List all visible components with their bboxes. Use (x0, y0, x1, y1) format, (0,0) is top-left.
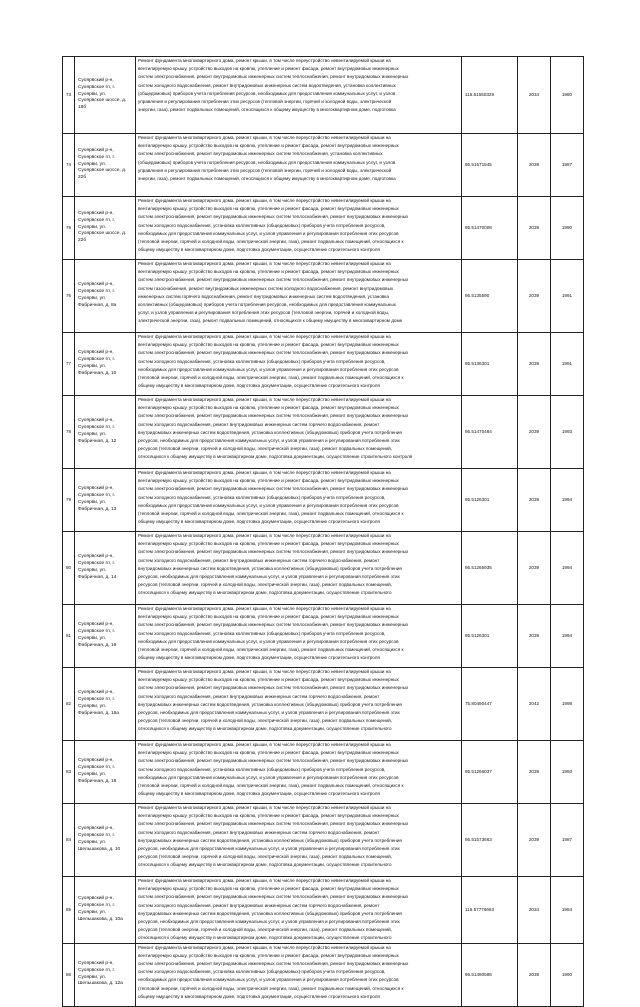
build-year-cell: 1994 (551, 532, 584, 605)
address-cell: Суоярвский р-н, Суоярвское гп, г. Суоярви, ул. Фабричная, д. 8а (75, 260, 136, 333)
work-description-line: Ремонт фундамента многоквартирного дома, ремонт крыши, в том числе переустройство невентилируемой крыши на (138, 878, 391, 883)
work-description-line: необходимых для предоставления коммунальных услуг, и узлов управления и регулирования потребления этих ресурсов (138, 230, 399, 236)
work-description-line: вентилируемую крышу, устройство выходов на кровлю, утепление и ремонт фасада, ремонт внутридомовых инженерных (138, 478, 399, 484)
work-description-line: систем электроснабжения, ремонт внутридомовых инженерных систем теплоснабжения, ремонт внутридомовых инженерных (138, 74, 409, 80)
planned-year-cell: 2039 (518, 333, 551, 396)
address-cell: Суоярвский р-н, Суоярвское гп, г. Суоярви, ул. Суоярвское шоссе, д. 18б (75, 57, 136, 134)
work-description-line: необходимых для предоставления коммунальных услуг, и узлов управления и регулирования потребления этих ресурсов (138, 977, 399, 983)
work-description-line: Ремонт фундамента многоквартирного дома, ремонт крыши, в том числе переустройство невентилируемой крыши на (138, 334, 391, 339)
work-description-line: ресурсов (тепловой энергии, горячей и холодной воды, электрической энергии, газа), ремонт подвальных помещений, (138, 718, 392, 724)
work-description-line: Ремонт фундамента многоквартирного дома, ремонт крыши, в том числе переустройство невентилируемой крыши на (138, 669, 391, 674)
work-description-line: Ремонт фундамента многоквартирного дома, ремонт крыши, в том числе переустройство невентилируемой крыши на (138, 533, 391, 538)
work-description-line: внутридомовых инженерных систем водоотведения, установка коллективных (общедомовых) приборов учета потребления (138, 837, 402, 843)
work-description-line: (общедомовых) приборов учета потребления ресурсов, необходимых для предоставления коммунальных услуг, и узлов (138, 90, 396, 96)
work-description-line: необходимых для предоставления коммунальных услуг, и узлов управления и регулирования потребления этих ресурсов (138, 502, 399, 508)
table-row (63, 668, 584, 741)
row-number: 79 (63, 469, 75, 532)
cost-code-cell: 95.5136301 (462, 333, 518, 396)
work-description-line: (общедомовых) приборов учета потребления ресурсов, необходимых для предоставления коммунальных услуг, и узлов (138, 159, 396, 165)
table-row (63, 741, 584, 804)
address-cell: Суоярвский р-н, Суоярвское гп, г. Суоярви, ул. Фабричная, д. 13 (75, 469, 136, 532)
work-description-cell (136, 804, 462, 877)
row-number: 76 (63, 260, 75, 333)
row-number: 75 (63, 197, 75, 260)
work-description-line: электрической энергии, газа), ремонт подвальных помещений, относящихся к общему имуществу в многоквартирном доме (138, 318, 403, 324)
work-description-line: относящихся к общему имуществу в многоквартирном доме, подготовка документации, осуществление строительного (138, 590, 392, 596)
work-description-line: вентилируемую крышу, устройство выходов на кровлю, утепление и ремонт фасада, ремонт внутридомовых инженерных (138, 269, 399, 275)
work-description-line: Ремонт фундамента многоквартирного дома, ремонт крыши, в том числе переустройство невентилируемой крыши на (138, 805, 391, 810)
work-description-line: Ремонт фундамента многоквартирного дома, ремонт крыши, в том числе переустройство невентилируемой крыши на (138, 944, 391, 950)
cost-code-cell: 95.51265935 (462, 532, 518, 605)
work-description-line: Ремонт фундамента многоквартирного дома, ремонт крыши, в том числе переустройство невентилируемой крыши на (138, 58, 391, 63)
work-description-line: ресурсов (тепловой энергии, горячей и холодной воды, электрической энергии, газа), ремонт подвальных помещений, (138, 582, 392, 588)
work-description-line: систем холодного водоснабжения, ремонт внутридомовых инженерных систем горячего водоснабжения, ремонт (138, 693, 380, 699)
work-description-line: вентилируемую крышу, устройство выходов на кровлю, утепление и ремонт фасада, ремонт внутридомовых инженерных (138, 541, 399, 547)
row-number: 84 (63, 804, 75, 877)
work-description-line: систем электроснабжения, ремонт внутридомовых инженерных систем теплоснабжения, ремонт внутридомовых инженерных (138, 549, 409, 555)
build-year-cell: 1984 (551, 877, 584, 944)
table-row (63, 260, 584, 333)
row-number: 74 (63, 134, 75, 197)
cost-code-cell: 115.51550329 (462, 57, 518, 134)
work-description-line: систем электроснабжения, ремонт внутридомовых инженерных систем теплоснабжения, ремонт внутридомовых инженерных (138, 821, 409, 827)
work-description-line: систем холодного водоснабжения, установка коллективных (общедомовых) приборов учета потребления ресурсов, (138, 630, 386, 636)
work-description-line: систем электроснабжения, ремонт внутридомовых инженерных систем теплоснабжения, ремонт внутридомовых инженерных (138, 486, 409, 492)
work-description-line: внутридомовых инженерных систем водоотведения, установка коллективных (общедомовых) приборов учета потребления (138, 429, 402, 435)
work-description-line: ресурсов, необходимых для предоставления коммунальных услуг, и узлов управления и регулирования потребления этих (138, 846, 400, 852)
work-description-cell (136, 943, 462, 1006)
planned-year-cell: 2039 (518, 134, 551, 197)
work-description-line: ресурсов, необходимых для предоставления коммунальных услуг, и узлов управления и регулирования потребления этих (138, 574, 400, 580)
work-description-cell (136, 532, 462, 605)
work-description-cell (136, 469, 462, 532)
address-cell: Суоярвский р-н, Суоярвское гп, г. Суоярви, ул. Фабричная, д. 14 (75, 532, 136, 605)
table-body (63, 57, 584, 1007)
work-description-cell (136, 260, 462, 333)
work-description-line: систем холодного водоснабжения, установка коллективных (общедомовых) приборов учета потребления ресурсов, (138, 222, 386, 228)
build-year-cell: 1993 (551, 396, 584, 469)
work-description-line: систем холодного водоснабжения, ремонт внутридомовых инженерных систем горячего водоснабжения, ремонт (138, 902, 380, 908)
cost-code-cell: 95.51266037 (462, 741, 518, 804)
table-row (63, 532, 584, 605)
work-description-line: относящихся к общему имуществу в многоквартирном доме, подготовка документации, осуществление строительного (138, 935, 392, 941)
work-description-line: вентилируемую крышу, устройство выходов на кровлю, утепление и ремонт фасада, ремонт внутридомовых инженерных (138, 143, 399, 149)
work-description-line: вентилируемую крышу, устройство выходов на кровлю, утепление и ремонт фасада, ремонт внутридомовых инженерных (138, 677, 399, 683)
address-cell: Суоярвский р-н, Суоярвское гп, г. Суоярви, ул. Шельшакова, д. 10 (75, 804, 136, 877)
row-number: 80 (63, 532, 75, 605)
table-row (63, 396, 584, 469)
build-year-cell: 1998 (551, 668, 584, 741)
work-description-line: Ремонт фундамента многоквартирного дома, ремонт крыши, в том числе переустройство невентилируемой крыши на (138, 397, 391, 402)
table-row (63, 469, 584, 532)
cost-code-cell: 95.51470484 (462, 396, 518, 469)
planned-year-cell: 2039 (518, 804, 551, 877)
work-description-line: вентилируемую крышу, устройство выходов на кровлю, утепление и ремонт фасада, ремонт внутридомовых инженерных (138, 342, 399, 348)
work-description-line: общему имуществу в многоквартирном доме, подготовка документации, осуществление строительного контроля (138, 993, 380, 999)
document-page (62, 56, 583, 1007)
work-description-line: услуг, и узлов управления и регулирования потребления этих ресурсов (тепловой энергии, горячей и холодной воды, (138, 310, 390, 316)
work-description-line: систем электроснабжения, ремонт внутридомовых инженерных систем теплоснабжения, ремонт внутридомовых инженерных (138, 758, 409, 764)
row-number: 78 (63, 396, 75, 469)
work-description-line: управления и регулирования потребления этих ресурсов (тепловой энергии, горячей и холодной воды, электрической (138, 167, 392, 173)
table-row (63, 943, 584, 1006)
planned-year-cell: 2039 (518, 260, 551, 333)
work-description-cell (136, 396, 462, 469)
cost-code-cell: 95.5135590 (462, 260, 518, 333)
work-description-line: систем электроснабжения, ремонт внутридомовых инженерных систем теплоснабжения, ремонт внутридомовых инженерных (138, 214, 409, 220)
work-description-line: внутридомовых инженерных систем водоотведения, установка коллективных (общедомовых) приборов учета потребления (138, 565, 402, 571)
work-description-line: внутридомовых инженерных систем водоотведения, установка коллективных (общедомовых) приборов учета потребления (138, 910, 402, 916)
work-description-line: общему имуществу в многоквартирном доме, подготовка документации, осуществление строительного контроля (138, 791, 380, 797)
work-description-cell (136, 333, 462, 396)
planned-year-cell: 2034 (518, 57, 551, 134)
cost-code-cell: 95.51470008 (462, 197, 518, 260)
work-description-line: систем холодного водоснабжения, ремонт внутридомовых инженерных систем горячего водоснабжения, ремонт (138, 557, 380, 563)
capital-repair-table (62, 56, 584, 1007)
build-year-cell: 1987 (551, 804, 584, 877)
work-description-line: систем электроснабжения, ремонт внутридомовых инженерных систем теплоснабжения, ремонт внутридомовых инженерных (138, 622, 409, 628)
table-row (63, 333, 584, 396)
work-description-line: систем холодного водоснабжения, ремонт внутридомовых инженерных систем горячего водоснабжения, ремонт (138, 829, 380, 835)
work-description-cell (136, 877, 462, 944)
table-row (63, 804, 584, 877)
work-description-line: систем электроснабжения, ремонт внутридомовых инженерных систем теплоснабжения, ремонт внутридомовых инженерных (138, 350, 409, 356)
work-description-cell (136, 197, 462, 260)
work-description-line: систем холодного водоснабжения, установка коллективных (общедомовых) приборов учета потребления ресурсов, (138, 969, 386, 975)
work-description-line: необходимых для предоставления коммунальных услуг, и узлов управления и регулирования потребления этих ресурсов (138, 638, 399, 644)
work-description-line: систем холодного водоснабжения, установка коллективных (общедомовых) приборов учета потребления ресурсов, (138, 358, 386, 364)
work-description-line: (тепловой энергии, горячей и холодной воды, электрической энергии, газа), ремонт подвальных помещений, относящихся к (138, 647, 404, 653)
work-description-line: относящихся к общему имуществу в многоквартирном доме, подготовка документации, осуществление строительного контроля (138, 454, 413, 460)
work-description-line: ресурсов, необходимых для предоставления коммунальных услуг, и узлов управления и регулирования потребления этих (138, 919, 400, 925)
build-year-cell: 1980 (551, 57, 584, 134)
build-year-cell: 1991 (551, 333, 584, 396)
work-description-line: систем электроснабжения, ремонт внутридомовых инженерных систем теплоснабжения, ремонт внутридомовых инженерных (138, 894, 409, 900)
work-description-line: общему имуществу в многоквартирном доме, подготовка документации, осуществление строительного контроля (138, 247, 380, 253)
build-year-cell: 1994 (551, 469, 584, 532)
work-description-cell (136, 668, 462, 741)
work-description-line: систем электроснабжения, ремонт внутридомовых инженерных систем теплоснабжения, ремонт внутридомовых инженерных (138, 277, 409, 283)
work-description-line: систем газоснабжения, ремонт внутридомовых инженерных систем холодного водоснабжения, ремонт внутридомовых (138, 285, 394, 291)
planned-year-cell: 2039 (518, 396, 551, 469)
work-description-line: коллективных (общедомовых) приборов учета потребления ресурсов, необходимых для предоставления коммунальных (138, 302, 396, 308)
cost-code-cell: 95.51490586 (462, 943, 518, 1006)
work-description-line: систем холодного водоснабжения, установка коллективных (общедомовых) приборов учета потребления ресурсов, (138, 494, 386, 500)
work-description-line: систем холодного водоснабжения, ремонт внутридомовых инженерных систем водоотведения, установка коллективных (138, 82, 396, 88)
work-description-line: (тепловой энергии, горячей и холодной воды, электрической энергии, газа), ремонт подвальных помещений, относящихся к (138, 375, 404, 381)
work-description-line: относящихся к общему имуществу в многоквартирном доме, подготовка документации, осуществление строительного (138, 862, 392, 868)
build-year-cell: 1990 (551, 943, 584, 1006)
work-description-line: Ремонт фундамента многоквартирного дома, ремонт крыши, в том числе переустройство невентилируемой крыши на (138, 606, 391, 611)
work-description-line: энергии, газа), ремонт подвальных помещений, относящихся к общему имуществу в многоквартирном доме, подготовка (138, 176, 396, 182)
work-description-line: ресурсов (тепловой энергии, горячей и холодной воды, электрической энергии, газа), ремонт подвальных помещений, (138, 854, 392, 860)
build-year-cell: 1994 (551, 605, 584, 668)
address-cell: Суоярвский р-н, Суоярвское гп, г. Суоярви, ул. Фабричная, д. 12 (75, 396, 136, 469)
address-cell: Суоярвский р-н, Суоярвское гп, г. Суоярви, ул. Шельшакова, д. 10а (75, 877, 136, 944)
work-description-line: систем холодного водоснабжения, ремонт внутридомовых инженерных систем горячего водоснабжения, ремонт (138, 421, 380, 427)
work-description-line: вентилируемую крышу, устройство выходов на кровлю, утепление и ремонт фасада, ремонт внутридомовых инженерных (138, 614, 399, 620)
row-number: 81 (63, 605, 75, 668)
address-cell: Суоярвский р-н, Суоярвское гп, г. Суоярви, ул. Суоярвское шоссе, д. 22б (75, 197, 136, 260)
work-description-line: инженерных систем горячего водоснабжения, ремонт внутридомовых инженерных систем водоотведения, установка (138, 293, 389, 299)
work-description-line: (тепловой энергии, горячей и холодной воды, электрической энергии, газа), ремонт подвальных помещений, относящихся к (138, 239, 404, 245)
table-row (63, 134, 584, 197)
work-description-line: Ремонт фундамента многоквартирного дома, ремонт крыши, в том числе переустройство невентилируемой крыши на (138, 135, 391, 140)
table-row (63, 877, 584, 944)
table-row (63, 197, 584, 260)
row-number: 77 (63, 333, 75, 396)
work-description-line: вентилируемую крышу, устройство выходов на кровлю, утепление и ремонт фасада, ремонт внутридомовых инженерных (138, 952, 399, 958)
row-number: 83 (63, 741, 75, 804)
row-number: 85 (63, 877, 75, 944)
cost-code-cell: 75.80490447 (462, 668, 518, 741)
planned-year-cell: 2034 (518, 877, 551, 944)
address-cell: Суоярвский р-н, Суоярвское гп, г. Суоярви, ул. Суоярвское шоссе, д. 22б (75, 134, 136, 197)
cost-code-cell: 95.5126301 (462, 605, 518, 668)
work-description-line: систем электроснабжения, ремонт внутридомовых инженерных систем теплоснабжения, ремонт внутридомовых инженерных (138, 685, 409, 691)
work-description-line: энергии, газа), ремонт подвальных помещений, относящихся к общему имуществу в многоквартирном доме, подготовка (138, 107, 396, 113)
planned-year-cell: 2039 (518, 741, 551, 804)
table-row (63, 605, 584, 668)
cost-code-cell: 95.51573663 (462, 804, 518, 877)
work-description-line: общему имуществу в многоквартирном доме, подготовка документации, осуществление строительного контроля (138, 383, 380, 389)
planned-year-cell: 2039 (518, 532, 551, 605)
address-cell: Суоярвский р-н, Суоярвское гп, г. Суоярви, ул. Фабричная, д. 16а (75, 668, 136, 741)
work-description-cell (136, 57, 462, 134)
work-description-line: ресурсов, необходимых для предоставления коммунальных услуг, и узлов управления и регулирования потребления этих (138, 438, 400, 444)
work-description-line: относящихся к общему имуществу в многоквартирном доме, подготовка документации, осуществление строительного (138, 726, 392, 732)
work-description-line: вентилируемую крышу, устройство выходов на кровлю, утепление и ремонт фасада, ремонт внутридомовых инженерных (138, 206, 399, 212)
address-cell: Суоярвский р-н, Суоярвское гп, г. Суоярви, ул. Шельшакова, д. 12а (75, 943, 136, 1006)
work-description-line: вентилируемую крышу, устройство выходов на кровлю, утепление и ремонт фасада, ремонт внутридомовых инженерных (138, 66, 399, 72)
work-description-line: (тепловой энергии, горячей и холодной воды, электрической энергии, газа), ремонт подвальных помещений, относящихся к (138, 985, 404, 991)
work-description-line: управления и регулирования потребления этих ресурсов (тепловой энергии, горячей и холодной воды, электрической (138, 99, 392, 105)
work-description-line: систем холодного водоснабжения, установка коллективных (общедомовых) приборов учета потребления ресурсов, (138, 766, 386, 772)
build-year-cell: 1991 (551, 260, 584, 333)
planned-year-cell: 2039 (518, 943, 551, 1006)
planned-year-cell: 2039 (518, 469, 551, 532)
address-cell: Суоярвский р-н, Суоярвское гп, г. Суоярви, ул. Фабричная, д. 18 (75, 741, 136, 804)
work-description-line: систем электроснабжения, ремонт внутридомовых инженерных систем теплоснабжения, ремонт внутридомовых инженерных (138, 413, 409, 419)
cost-code-cell: 115.57776663 (462, 877, 518, 944)
work-description-line: Ремонт фундамента многоквартирного дома, ремонт крыши, в том числе переустройство невентилируемой крыши на (138, 470, 391, 475)
work-description-line: (тепловой энергии, горячей и холодной воды, электрической энергии, газа), ремонт подвальных помещений, относящихся к (138, 511, 404, 517)
work-description-line: Ремонт фундамента многоквартирного дома, ремонт крыши, в том числе переустройство невентилируемой крыши на (138, 198, 391, 203)
table-row (63, 57, 584, 134)
address-cell: Суоярвский р-н, Суоярвское гп, г. Суоярви, ул. Фабричная, д. 16 (75, 605, 136, 668)
build-year-cell: 1987 (551, 134, 584, 197)
work-description-line: вентилируемую крышу, устройство выходов на кровлю, утепление и ремонт фасада, ремонт внутридомовых инженерных (138, 405, 399, 411)
work-description-line: общему имуществу в многоквартирном доме, подготовка документации, осуществление строительного контроля (138, 655, 380, 661)
work-description-line: систем электроснабжения, ремонт внутридомовых инженерных систем теплоснабжения, ремонт внутридомовых инженерных (138, 961, 409, 967)
work-description-line: общему имуществу в многоквартирном доме, подготовка документации, осуществление строительного контроля (138, 519, 380, 525)
work-description-line: необходимых для предоставления коммунальных услуг, и узлов управления и регулирования потребления этих ресурсов (138, 774, 399, 780)
cost-code-cell: 95.5126301 (462, 469, 518, 532)
work-description-line: вентилируемую крышу, устройство выходов на кровлю, утепление и ремонт фасада, ремонт внутридомовых инженерных (138, 813, 399, 819)
work-description-line: внутридомовых инженерных систем водоотведения, установка коллективных (общедомовых) приборов учета потребления (138, 701, 402, 707)
row-number: 73 (63, 57, 75, 134)
work-description-line: ресурсов, необходимых для предоставления коммунальных услуг, и узлов управления и регулирования потребления этих (138, 710, 400, 716)
planned-year-cell: 2039 (518, 605, 551, 668)
work-description-line: Ремонт фундамента многоквартирного дома, ремонт крыши, в том числе переустройство невентилируемой крыши на (138, 742, 391, 747)
work-description-line: необходимых для предоставления коммунальных услуг, и узлов управления и регулирования потребления этих ресурсов (138, 366, 399, 372)
build-year-cell: 1990 (551, 197, 584, 260)
cost-code-cell: 95.51571545 (462, 134, 518, 197)
planned-year-cell: 2042 (518, 668, 551, 741)
work-description-line: Ремонт фундамента многоквартирного дома, ремонт крыши, в том числе переустройство невентилируемой крыши на (138, 261, 391, 266)
work-description-line: систем электроснабжения, ремонт внутридомовых инженерных систем теплоснабжения, установка коллективных (138, 151, 383, 157)
work-description-line: вентилируемую крышу, устройство выходов на кровлю, утепление и ремонт фасада, ремонт внутридомовых инженерных (138, 750, 399, 756)
work-description-cell (136, 134, 462, 197)
work-description-line: ресурсов (тепловой энергии, горячей и холодной воды, электрической энергии, газа), ремонт подвальных помещений, (138, 446, 392, 452)
work-description-line: (тепловой энергии, горячей и холодной воды, электрической энергии, газа), ремонт подвальных помещений, относящихся к (138, 783, 404, 789)
work-description-cell (136, 741, 462, 804)
planned-year-cell: 2039 (518, 197, 551, 260)
row-number: 86 (63, 943, 75, 1006)
row-number: 82 (63, 668, 75, 741)
work-description-line: вентилируемую крышу, устройство выходов на кровлю, утепление и ремонт фасада, ремонт внутридомовых инженерных (138, 886, 399, 892)
build-year-cell: 1993 (551, 741, 584, 804)
work-description-cell (136, 605, 462, 668)
work-description-line: ресурсов (тепловой энергии, горячей и холодной воды, электрической энергии, газа), ремонт подвальных помещений, (138, 927, 392, 933)
address-cell: Суоярвский р-н, Суоярвское гп, г. Суоярви, ул. Фабричная, д. 10 (75, 333, 136, 396)
